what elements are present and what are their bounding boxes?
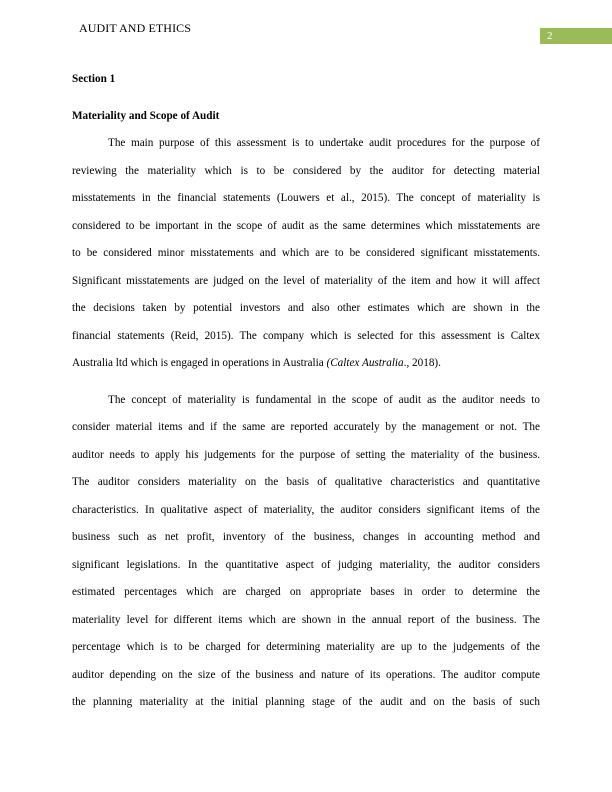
paragraph-line: business such as net profit, inventory of the business, changes in accounting method and bbox=[72, 531, 540, 543]
page-number-badge: 2 bbox=[540, 28, 612, 44]
sub-heading: Materiality and Scope of Audit bbox=[72, 110, 220, 122]
section-heading: Section 1 bbox=[72, 73, 116, 85]
paragraph-line: significant legislations. In the quantitative aspect of judging materiality, the auditor considers bbox=[72, 558, 540, 571]
paragraph-line: the decisions taken by potential investors and also other estimates which are shown in the bbox=[72, 302, 540, 314]
paragraph-line-last bbox=[72, 350, 540, 378]
paragraph-line: to be considered minor misstatements and which are to be considered significant misstatements. bbox=[72, 247, 540, 259]
paragraph-line: the planning materiality at the initial planning stage of the audit and on the basis of such bbox=[72, 696, 540, 708]
paragraph-line: reviewing the materiality which is to be considered by the auditor for detecting material bbox=[72, 164, 540, 177]
paragraph-line: considered to be important in the scope of audit as the same determines which misstatements are bbox=[72, 219, 540, 232]
paragraph-line: estimated percentages which are charged on appropriate bases in order to determine the bbox=[72, 586, 540, 598]
paragraph-line: auditor needs to apply his judgements for the purpose of setting the materiality of the business. bbox=[72, 448, 540, 461]
paragraph-line: misstatements in the financial statements (Louwers et al., 2015). The concept of materiality is bbox=[72, 192, 540, 204]
paragraph-2 bbox=[72, 387, 540, 717]
paragraph-line: financial statements (Reid, 2015). The company which is selected for this assessment is Caltex bbox=[72, 329, 540, 342]
paragraph-line: materiality level for different items which are shown in the annual report of the business. The bbox=[72, 613, 540, 626]
paragraph-line: The auditor considers materiality on the basis of qualitative characteristics and quantitative bbox=[72, 476, 540, 488]
paragraph-1 bbox=[72, 130, 540, 378]
paragraph-line: consider material items and if the same are reported accurately by the management or not. The bbox=[72, 421, 540, 433]
paragraph-line: percentage which is to be charged for determining materiality are up to the judgements of the bbox=[72, 641, 540, 653]
paragraph-line: Significant misstatements are judged on the level of materiality of the item and how it will affect bbox=[72, 274, 540, 287]
paragraph-line: The concept of materiality is fundamental in the scope of audit as the auditor needs to bbox=[108, 393, 540, 406]
paragraph-line: characteristics. In qualitative aspect of materiality, the auditor considers significant items of the bbox=[72, 503, 540, 516]
document-body bbox=[72, 70, 540, 717]
line-text: ., 2018). bbox=[403, 357, 441, 369]
citation-italic: (Caltex Australia bbox=[326, 357, 404, 369]
paragraph-line: The main purpose of this assessment is to undertake audit procedures for the purpose of bbox=[108, 137, 540, 149]
line-text: Australia ltd which is engaged in operations in Australia bbox=[72, 357, 327, 369]
running-header-title: AUDIT AND ETHICS bbox=[79, 21, 192, 35]
paragraph-line: auditor depending on the size of the business and nature of its operations. The auditor compute bbox=[72, 668, 540, 681]
